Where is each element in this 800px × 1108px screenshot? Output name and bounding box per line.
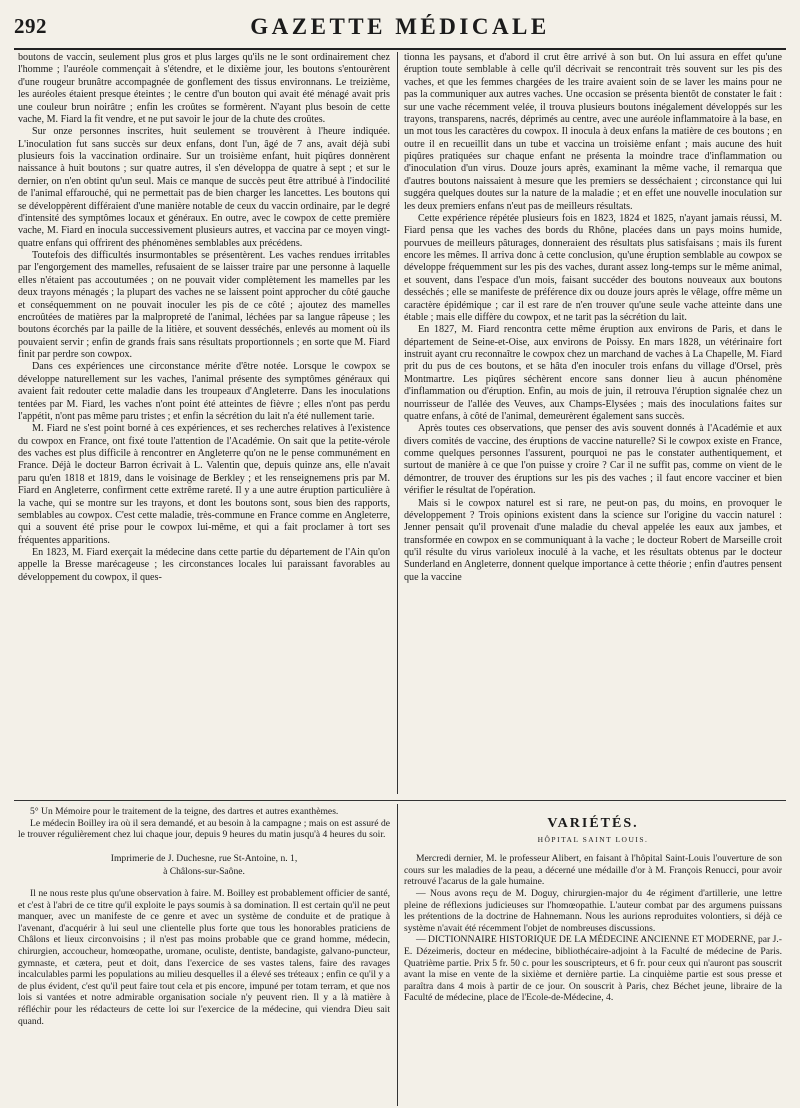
masthead-title: GAZETTE MÉDICALE [250,14,550,39]
notice-paragraph: Le médecin Boilley ira où il sera demandé, et au besoin à la campagne ; mais on est assuré de le trouver régulièrement chez lui chaque jour, depuis 9 heures du matin jusqu'à 4 heures du soir. [18,817,390,841]
article-column-left [18,52,390,792]
news-item: — DICTIONNAIRE HISTORIQUE DE LA MÉDECINE ANCIENNE ET MODERNE, par J.-E. Dézeimeris, docteur en médecine, bibliothécaire-adjoint à la Faculté de médecine de Paris. Quatrième partie. Prix 5 fr. 50 c. pour les souscripteurs, et 6 fr. pour ceux qui n'auront pas souscrit avant la mise en vente de la sixième et dernière partie. La cinquième partie est sous presse et paraîtra dans 4 mois à partir de ce jour. On souscrit à Paris, chez Béchet jeune, libraire de la Faculté de médecine, place de l'Ecole-de-Médecine, 4. [404,934,782,1004]
section-rule [14,800,786,801]
paragraph: Sur onze personnes inscrites, huit seulement se trouvèrent à l'heure indiquée. L'inoculation fut sans succès sur deux enfans, dont l'un, âgé de 7 ans, avait déjà subi plusieurs fois la vaccination ordinaire. Sur un troisième enfant, huit piqûres donnèrent naissance à huit boutons ; sur quatre autres, il s'en développa de quatre à sept ; et sur le dernier, on n'en obtint qu'un seul. Mais ce manque de succès peut être attribué à l'indocilité de l'animal effarouché, qui ne permettait pas de bien charger les lancettes. Les boutons qui se développèrent différaient d'une manière notable de ceux du vaccin ordinaire, par le degré d'intensité des symptômes locaux et généraux. En outre, avec le cowpox de cette première vache, M. Fiard en inocula successivement plusieurs autres, et vaccina par ce moyen vingt-quatre enfans qui offrirent des phénomènes semblables aux précédens. [18,126,390,249]
news-item: Mercredi dernier, M. le professeur Alibert, en faisant à l'hôpital Saint-Louis l'ouverture de son cours sur les maladies de la peau, a décerné une médaille d'or à M. François Renucci, pour avoir retrouvé l'acarus de la gale humaine. [404,853,782,888]
imprint-line: Imprimerie de J. Duchesne, rue St-Antoine, n. 1, [110,852,298,864]
section-subtitle: HÔPITAL SAINT LOUIS. [537,834,649,844]
imprint-place: à Châlons-sur-Saône. [163,866,245,878]
paragraph: Après toutes ces observations, que penser des avis souvent donnés à l'Académie et aux divers comités de vaccine, des éruptions de vaccine naturelle? Si le cowpox existe en France, comme quelques personnes l'assurent, pourquoi ne pas le constater authentiquement, et surtout de manière à ce que l'on puisse y croire ? Car il ne suffit pas, comme on vient de le démontrer, de trouver des éruptions sur les pis des vaches ; il faut encore vacciner et bien vérifier le résultat de l'opération. [404,423,782,497]
paragraph: Cette expérience répétée plusieurs fois en 1823, 1824 et 1825, n'ayant jamais réussi, M. Fiard pensa que les vaches des bords du Rhône, placées dans un pays moins humide, pourvues de meilleurs pâturages, donneraient des résultats plus satisfaisans ; mais ils furent encore les mêmes. Il arriva donc à cette conclusion, qu'une éruption semblable au cowpox se développe fréquemment sur les pis des vaches, durant assez long-temps sur le même animal, et souvent, dans l'espace d'un mois, faisant succéder des boutons nouveaux aux boutons desséchés ; elle se manifeste de préférence dix ou douze jours après le vêlage, offre même un caractère épidémique ; car il est rare de n'en trouver qu'une seule vache atteinte dans une étable ; mais elle diffère du cowpox, et ne tarit pas la sécrétion du lait. [404,212,782,323]
paragraph: boutons de vaccin, seulement plus gros et plus larges qu'ils ne le sont ordinairement chez l'homme ; l'auréole commençait à s'étendre, et le dixième jour, les boutons s'entourèrent d'une rougeur brunâtre accompagnée de gonflement des tissus environnans. Le treizième, les auréoles étaient presque éteintes ; le centre d'un bouton qui avait été ménagé avait pris une couleur brun noirâtre ; enfin les croûtes se formèrent. N'ayant plus besoin de cette vache, M. Fiard la fit vendre, et ne put savoir le jour de la chute des croûtes. [18,52,390,125]
header-rule [14,48,786,50]
paragraph: Dans ces expériences une circonstance mérite d'être notée. Lorsque le cowpox se développe naturellement sur les vaches, l'animal présente des symptômes généraux qui avaient fait redouter cette maladie dans les troupeaux d'Angleterre. Dans les inoculations tentées par M. Fiard, les vaches n'ont point été atteintes de fièvre ; elles n'ont pas perdu l'appétit, n'ont pas même paru tristes ; et enfin la sécrétion du lait n'a été nullement tarie. [18,361,390,422]
paragraph: M. Fiard ne s'est point borné à ces expériences, et ses recherches relatives à l'existence du cowpox en France, ont fixé toute l'attention de l'Académie. On sait que la petite-vérole des vaches est plus difficile à rencontrer en Angleterre qu'on ne le pense communément en France. Déjà le docteur Barron écrivait à L. Valentin que, depuis quinze ans, elle n'avait paru qu'en 1818 et 1819, dans le voisinage de Berkley ; et les renseignemens pris par M. Fiard en Angleterre, confirment cette extrême rareté. Il y a une autre éruption particulière à la vache, qui se montre sur les trayons, et dont les boutons sont, sous bien des rapports, semblables au cowpox. C'est cette maladie, très-commune en France comme en Angleterre, qui a souvent été prise pour le cowpox lui-même, et qui a fait proclamer à tort ses fréquentes apparitions. [18,423,390,546]
bottom-right-column [404,806,782,1106]
editorial-comment: Il ne nous reste plus qu'une observation à faire. M. Boilley est probablement officier de santé, et c'est à l'abri de ce titre qu'il exploite le pays soumis à sa domination. Il est certain qu'il ne peut manquer, avec un manifeste de ce genre et avec un système de conduite et de pratique à l'avenant, d'acquérir à lui seul une clientelle plus forte que tous les honorables praticiens de Châlons et lieux circonvoisins ; il n'est pas moins probable que ce grand homme, médecin, chirurgien, accoucheur, homœopathe, uromane, oculiste, dentiste, bandagiste, galvano-puncteur, gymnaste, et cætera, peut et doit, dans l'exercice de ses vastes talens, faire des ravages incalculables parmi les populations au milieu desquelles il a élevé ses tréteaux ; enfin ce qu'il y a de plus évident, c'est qu'il peut faire tout cela et pis encore, impuné per totam terram, et que nos lois si vantées et notre admirable organisation sociale n'y peuvent rien. Il y a là matière à réfléchir pour les rédacteurs de cette loi sur l'exercice de la médecine, qui viendra Dieu sait quand. [18,887,390,1027]
item-five: 5° Un Mémoire pour le traitement de la teigne, des dartres et autres exanthèmes. [30,806,339,817]
paragraph: Mais si le cowpox naturel est si rare, ne peut-on pas, du moins, en provoquer le développement ? Trois opinions existent dans la science sur l'origine du vaccin naturel : Jenner pensait qu'il provenait d'une maladie du cheval appelée les eaux aux jambes, et transformée en cowpox en se communiquant à la vache ; le docteur Robert de Marseille croit qu'il résulte du virus varioleux inoculé à la vache, et les résultats obtenus par le docteur Sunderland en Angleterre, donnent quelque importance à cette théorie ; enfin d'autres pensent que la vaccine [404,497,782,583]
column-divider-bottom [397,804,398,1106]
article-column-right [404,52,782,792]
paragraph: Toutefois des difficultés insurmontables se présentèrent. Les vaches rendues irritables par l'engorgement des mamelles, refusaient de se laisser traire par une personne à laquelle elles n'étaient pas accoutumées ; on ne pouvait vider complètement les mamelles par les deux trayons ménagés ; la plupart des vaches ne se laissent point approcher du côté gauche et conséquemment on ne pouvait inoculer les pis de ce côté ; ajoutez des mamelles encroûtées de matières par la malpropreté de l'animal, léchées par sa langue râpeuse ; les boutons écorchés par la paille de la litière, et souvent desséchés, enlevés au moment où ils pouvaient servir ; enfin de grands frais sans résultats proportionnels ; en sorte que M. Fiard finit par perdre son cowpox. [18,250,390,360]
paragraph: tionna les paysans, et d'abord il crut être arrivé à son but. On lui assura en effet qu'une éruption toute semblable à celle qu'il décrivait se rencontrait très souvent sur les pis des vaches, et que les femmes chargées de les traire avaient soin de se laver les mains pour ne pas la communiquer aux autres vaches. Une occasion se présenta bientôt de constater le fait : sur une vache récemment velée, il trouva plusieurs boutons inégalement développés sur les trayons, transparens, nacrés, déprimés au centre, avec une auréole inflammatoire à la base, en un mot tous les caractères du cowpox. Il inocula à deux enfans la matière de ces boutons ; en outre il en recueillit dans un tube et vaccina un troisième enfant ; mais aucune des huit piqûres pratiquées sur chaque enfant ne présenta la moindre trace d'inflammation ou d'inoculation d'un virus. Douze jours après, examinant la même vache, il remarqua que d'autres boutons naissaient à mesure que les premiers se desséchaient ; circonstance qui lui suggéra quelques doutes sur la nature de la maladie ; et en effet une nouvelle inoculation sur les deux premiers enfans n'eut pas de meilleurs résultats. [404,52,782,212]
news-item: — Nous avons reçu de M. Doguy, chirurgien-major du 4e régiment d'artillerie, une lettre pleine de réflexions judicieuses sur l'homœopathie. L'auteur combat par des argumens puissans les prétentions de la doctrine de Hahnemann. Nous les aurions reproduites volontiers, si déjà ce système n'avait été récemment l'objet de nombreuses discussions. [404,887,782,934]
paragraph: En 1823, M. Fiard exerçait la médecine dans cette partie du département de l'Ain qu'on appelle la Bresse marécageuse ; les circonstances locales lui paraissant favorables au développement du cowpox, il ques- [18,547,390,583]
section-title: VARIÉTÉS. [547,816,639,831]
bottom-left-column [18,806,390,1106]
paragraph: En 1827, M. Fiard rencontra cette même éruption aux environs de Paris, et dans le département de Seine-et-Oise, aux environs de Poissy. En mars 1828, un vétérinaire fort instruit ayant cru reconnaître le cowpox chez un marchand de vaches à La Chapelle, M. Fiard prit du pus de ces boutons, et se hâta d'en inoculer trois enfans du village d'Orsel, près Montmartre. Les piqûres séchèrent encore sans donner lieu à aucun phénomène d'inflammation ou d'éruption. Enfin, au mois de juin, il retrouva l'éruption signalée chez un nourrisseur de l'allée des Veuves, aux Champs-Elysées ; mais des inoculations faites sur quatre enfans, à côté de l'animal, demeurèrent également sans succès. [404,324,782,422]
page-number: 292 [14,14,47,38]
column-divider [397,52,398,794]
